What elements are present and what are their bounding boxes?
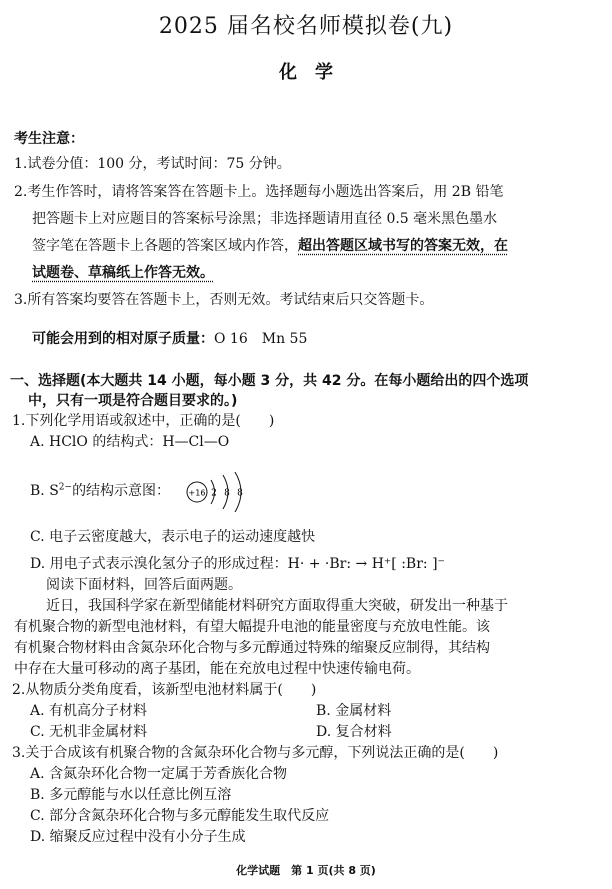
q1-option-c: C. 电子云密度越大，表示电子的运动速度越快 [30, 529, 316, 545]
q2-option-c: C. 无机非金属材料 [30, 724, 148, 740]
q3-option-b: B. 多元醇能与水以任意比例互溶 [30, 787, 232, 803]
atomic-mass-values: O 16 Mn 55 [214, 331, 308, 347]
passage-intro: 阅读下面材料，回答后面两题。 [46, 577, 242, 593]
q3-option-d: D. 缩聚反应过程中没有小分子生成 [30, 829, 246, 845]
q1-option-b-suffix: 的结构示意图： [72, 483, 171, 499]
passage-line-4: 中存在大量可移动的离子基团，能在充放电过程中快速传输电荷。 [14, 661, 420, 677]
shell-3-count: 8 [237, 488, 243, 499]
notice-item-3: 3.所有答案均要答在答题卡上，否则无效。考试结束后只交答题卡。 [14, 292, 434, 308]
q3-option-a: A. 含氮杂环化合物一定属于芳香族化合物 [30, 766, 288, 782]
notice-item-2-line-1: 2.考生作答时，请将答案答在答题卡上。选择题每小题选出答案后，用 2B 铅笔 [14, 184, 504, 200]
atomic-mass-line [32, 330, 307, 348]
shell-1-count: 2 [211, 488, 217, 499]
q3-option-c: C. 部分含氮杂环化合物与多元醇能发生取代反应 [30, 808, 330, 824]
passage-line-3: 有机聚合物材料由含氮杂环化合物与多元醇通过特殊的缩聚反应制得，其结构 [14, 640, 490, 656]
q1-stem: 1.下列化学用语或叙述中，正确的是( ) [12, 413, 275, 429]
q2-option-a: A. 有机高分子材料 [30, 703, 148, 719]
passage-line-1: 近日，我国科学家在新型储能材料研究方面取得重大突破，研发出一种基于 [46, 598, 508, 614]
notice-item-1: 1.试卷分值：100 分，考试时间：75 分钟。 [14, 156, 291, 172]
section-1-heading-cont: 中，只有一项是符合题目要求的。) [28, 393, 238, 409]
notice-emphasis-1: 超出答题区域书写的答案无效，在 [298, 238, 508, 254]
notice-heading: 考生注意： [14, 131, 84, 147]
notice-item-2-line-3-normal: 签字笔在答题卡上各题的答案区域内作答， [32, 238, 298, 254]
q1-option-b [30, 482, 170, 500]
section-1-heading: 一、选择题(本大题共 14 小题，每小题 3 分，共 42 分。在每小题给出的四个选项 [10, 373, 529, 389]
notice-emphasis-2: 试题卷、草稿纸上作答无效。 [32, 265, 214, 281]
notice-item-2-line-2: 把答题卡上对应题目的答案标号涂黑；非选择题请用直径 0.5 毫米黑色墨水 [32, 211, 498, 227]
q1-option-b-charge: 2− [58, 482, 73, 493]
q1-option-d: D. 用电子式表示溴化氢分子的形成过程：H· + ·Br: → H⁺[ :Br: ]⁻ [30, 556, 445, 572]
q2-option-b: B. 金属材料 [316, 703, 392, 719]
page-footer: 化学试题 第 1 页(共 8 页) [236, 864, 376, 877]
shell-2-count: 8 [224, 488, 230, 499]
exam-title: 2025 届名校名师模拟卷(九) [158, 14, 454, 39]
passage-line-2: 有机聚合物的新型电池材料，有望大幅提升电池的能量密度与充放电性能。该 [14, 619, 490, 635]
q1-option-a: A. HClO 的结构式：H—Cl—O [30, 434, 230, 450]
q2-stem: 2.从物质分类角度看，该新型电池材料属于( ) [12, 682, 317, 698]
q1-option-b-prefix: B. S [30, 483, 59, 499]
q3-stem: 3.关于合成该有机聚合物的含氮杂环化合物与多元醇，下列说法正确的是( ) [12, 745, 499, 761]
atomic-mass-label: 可能会用到的相对原子质量： [32, 331, 214, 347]
subject-title: 化 学 [279, 62, 333, 83]
sulfide-ion-structure-diagram [185, 472, 255, 512]
q2-option-d: D. 复合材料 [316, 724, 392, 740]
nucleus-charge: +16 [188, 488, 206, 498]
notice-item-2-line-3 [32, 237, 508, 255]
